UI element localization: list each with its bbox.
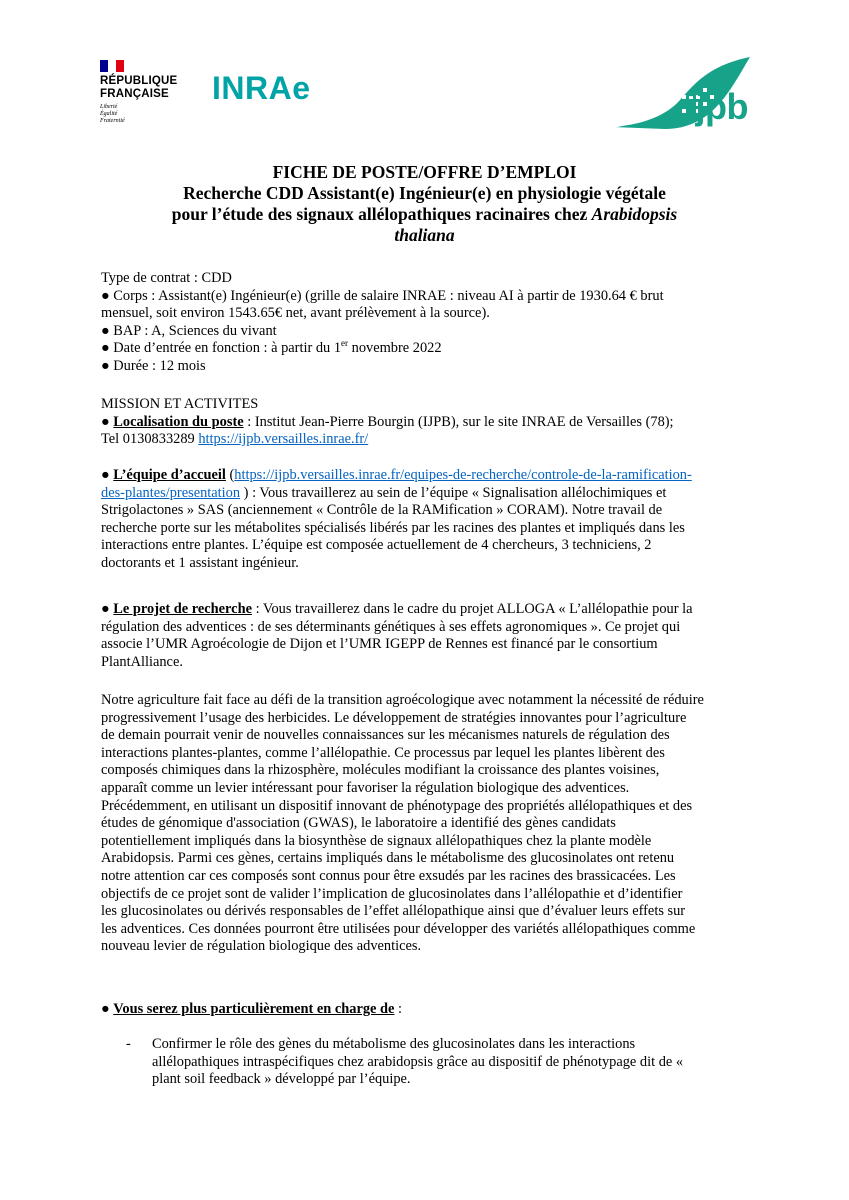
charge-heading: ● Vous serez plus particulièrement en charge de : [101, 1001, 403, 1017]
title-line-1: FICHE DE POSTE/OFFRE D’EMPLOI [272, 162, 577, 182]
title-line-4: thaliana [394, 225, 455, 245]
projet-section [101, 601, 748, 671]
dash-marker: - [126, 1036, 131, 1052]
contract-corps-2: mensuel, soit environ 1543.65€ net, avant prélèvement à la source). [101, 305, 490, 322]
projet-line-2: régulation des adventices : de ses déterminants génétiques à ses effets agronomiques ». Ce projet qui [101, 618, 681, 635]
equipe-section [101, 467, 748, 573]
site-link[interactable]: https://ijpb.versailles.inrae.fr/ [198, 431, 369, 448]
context-line: notre attention car ces composés sont connus pour être exsudés par les racines des brassicacées. Les [101, 867, 676, 884]
context-line: Notre agriculture fait face au défi de la transition agroécologique avec notamment la nécessité de réduire [101, 692, 704, 708]
ijpb-logo-text: ijpb [686, 86, 748, 127]
rf-line-2: FRANÇAISE [100, 88, 169, 100]
equipe-line-1: ● L’équipe d’accueil (https://ijpb.versailles.inrae.fr/equipes-de-recherche/controle-de-la-ramification- [101, 467, 692, 483]
rf-motto-2: Égalité [100, 111, 118, 117]
context-line: Arabidopsis. Parmi ces gènes, certains impliqués dans le métabolisme des glucosinolates ont retenu [101, 850, 675, 867]
projet-line-1: ● Le projet de recherche : Vous travaillerez dans le cadre du projet ALLOGA « L’allélopathie pour la [101, 601, 693, 617]
title-line-3: pour l’étude des signaux allélopathiques racinaires chez Arabidopsis [171, 204, 678, 224]
inrae-logo: INRAe [212, 70, 311, 106]
charge-item-line: allélopathiques intraspécifiques chez arabidopsis grâce au dispositif de phénotypage dit de « [152, 1053, 684, 1070]
context-line: objectifs de ce projet sont de valider l’implication de glucosinolates dans l’allélopathie et d’identifier [101, 885, 683, 902]
context-line: progressivement l’usage des herbicides. Le développement de stratégies innovantes pour l’agriculture [101, 709, 687, 726]
context-line: nouveau levier de régulation biologique des adventices. [101, 938, 422, 955]
equipe-line-3: Strigolactones » SAS (anciennement « Contrôle de la RAMification » CORAM). Notre travail de [101, 502, 663, 519]
context-line: études de génomique d'association (GWAS), le laboratoire a identifié des gènes candidats [101, 815, 616, 832]
charge-label: Vous serez plus particulièrement en charge de [113, 1001, 395, 1017]
contract-info [101, 270, 748, 376]
context-line: les glucosinolates ou dérivés responsables de l’effet allélopathique ainsi que d’évaluer leurs effets sur [101, 903, 686, 920]
context-line: interactions plantes-plantes, comme l’allélopathie. Ce processus par lequel les plantes libèrent des [101, 744, 665, 761]
rf-motto-3: Fraternité [100, 118, 125, 124]
projet-line-4: PlantAlliance. [101, 653, 183, 670]
localisation-line: ● Localisation du poste : Institut Jean-Pierre Bourgin (IJPB), sur le site INRAE de Versailles (78); [101, 413, 674, 430]
context-paragraph [101, 692, 748, 956]
french-flag-icon [100, 60, 124, 72]
mission-section [101, 396, 748, 449]
equipe-line-6: doctorants et 1 assistant ingénieur. [101, 554, 299, 571]
contract-corps-1: ● Corps : Assistant(e) Ingénieur(e) (grille de salaire INRAE : niveau AI à partir de 1930.64 € brut [101, 287, 664, 304]
title-line-2: Recherche CDD Assistant(e) Ingénieur(e) en physiologie végétale [183, 183, 666, 203]
contract-date: ● Date d’entrée en fonction : à partir du 1er novembre 2022 [101, 338, 442, 357]
republique-francaise-logo [100, 60, 190, 125]
projet-label: Le projet de recherche [113, 601, 252, 617]
context-line: potentiellement impliqués dans la biosynthèse de signaux allélopathiques chez la plante modèle [101, 832, 652, 849]
contract-type: Type de contrat : CDD [101, 270, 232, 286]
context-line: les adventices. Ces données pourront être utilisées pour développer des variétés allélopathiques comme [101, 920, 696, 937]
context-line: composés chimiques dans la rhizosphère, molécules modifiant la croissance des plantes voisines, [101, 762, 660, 779]
equipe-line-5: interactions entre plantes. L’équipe est composée actuellement de 4 chercheurs, 3 techniciens, 2 [101, 537, 652, 554]
charge-item-line: plant soil feedback » développé par l’équipe. [152, 1071, 411, 1088]
title-species-genus: Arabidopsis [591, 204, 678, 224]
context-line: apparaît comme un levier intéressant pour favoriser la régulation biologique des adventices. [101, 779, 630, 796]
contract-duree: ● Durée : 12 mois [101, 357, 206, 374]
charge-item-line: Confirmer le rôle des gènes du métabolisme des glucosinolates dans les interactions [152, 1036, 636, 1052]
equipe-line-2: des-plantes/presentation ) : Vous travaillerez au sein de l’équipe « Signalisation allélochimiques et [101, 484, 667, 501]
context-line: Précédemment, en utilisant un dispositif innovant de phénotypage des propriétés allélopathiques et des [101, 797, 693, 814]
tel-line: Tel 0130833289 https://ijpb.versailles.inrae.fr/ [101, 431, 369, 448]
equipe-link[interactable]: https://ijpb.versailles.inrae.fr/equipes-de-recherche/controle-de-la-ramification- [234, 467, 692, 483]
equipe-label: L’équipe d’accueil [113, 467, 226, 483]
equipe-link-cont[interactable]: des-plantes/presentation [101, 484, 241, 501]
localisation-label: Localisation du poste [113, 413, 244, 430]
rf-line-1: RÉPUBLIQUE [100, 75, 178, 87]
mission-heading: MISSION ET ACTIVITES [101, 396, 259, 412]
equipe-line-4: recherche porte sur les métabolites spécialisés libérés par les racines des plantes et impliqués dans les [101, 519, 685, 536]
rf-motto-1: Liberté [100, 104, 118, 110]
context-line: de demain pourrait venir de nouvelles connaissances sur les mécanismes naturels de régulation des [101, 727, 670, 744]
document-title [100, 162, 749, 246]
contract-bap: ● BAP : A, Sciences du vivant [101, 322, 277, 339]
projet-line-3: associe l’UMR Agroécologie de Dijon et l’UMR IGEPP de Rennes est financé par le consortium [101, 636, 658, 653]
charge-item-1 [126, 1036, 748, 1089]
